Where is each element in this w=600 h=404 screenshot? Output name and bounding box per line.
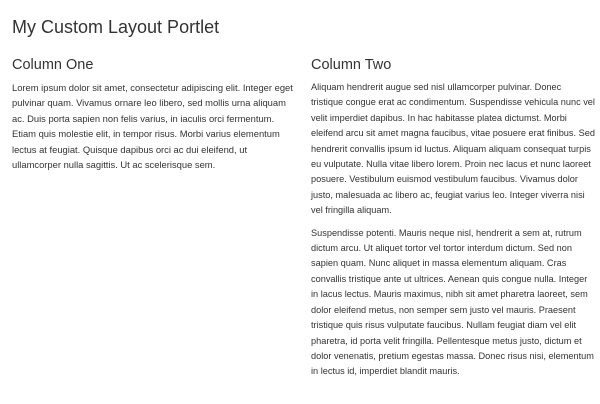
column-two-paragraph-2: Suspendisse potenti. Mauris neque nisl, hendrerit a sem at, rutrum dictum arcu. Ut aliquet tortor vel tortor interdum dictum. Sed non sapien quam. Nunc aliquet in massa elementum aliquam. Cras convallis tristique ante ut ultrices. Aenean quis congue nulla. Integer in lacus lectus. Mauris maximus, nibh sit amet pharetra laoreet, sem dolor eleifend metus, non semper sem justo vel mauris. Praesent tristique quis risus vulputate faucibus. Nullam feugiat diam vel elit pharetra, id porta velit fringilla. Pellentesque metus justo, dictum et dolor venenatis, pretium egestas massa. Donec risus nisi, elementum in lectus id, imperdiet blandit mauris. [311, 227, 594, 377]
column-two [311, 56, 595, 387]
column-one-paragraph: Lorem ipsum dolor sit amet, consectetur adipiscing elit. Integer eget pulvinar quam. Vivamus ornare leo libero, sed mollis urna aliquam ac. Duis porta sapien non felis varius, in iaculis orci fermentum. Etiam quis molestie elit, in tempor risus. Morbi varius elementum lectus at feugiat. Quisque dapibus orci ac dui eleifend, ut ullamcorper nulla sagittis. Ut ac scelerisque sem. [12, 82, 293, 171]
portlet-title: My Custom Layout Portlet [12, 17, 220, 37]
column-two-paragraph-1: Aliquam hendrerit augue sed nisl ullamcorper pulvinar. Donec tristique congue erat ac condimentum. Suspendisse vehicula nunc vel velit imperdiet dapibus. In hac habitasse platea dictumst. Morbi eleifend arcu sit amet magna faucibus, vitae posuere erat finibus. Sed hendrerit convallis ipsum id luctus. Aliquam aliquam consequat turpis eu vulputate. Nulla vitae libero lorem. Proin nec lacus et nunc laoreet posuere. Vestibulum euismod vestibulum faucibus. Vivamus dolor justo, malesuada ac libero ac, feugiat varius leo. Integer viverra nisi vel fringilla aliquam. [311, 82, 595, 216]
column-two-heading: Column Two [311, 57, 392, 73]
custom-layout-portlet [12, 0, 596, 404]
column-one-heading: Column One [12, 57, 94, 73]
column-one [12, 56, 294, 179]
